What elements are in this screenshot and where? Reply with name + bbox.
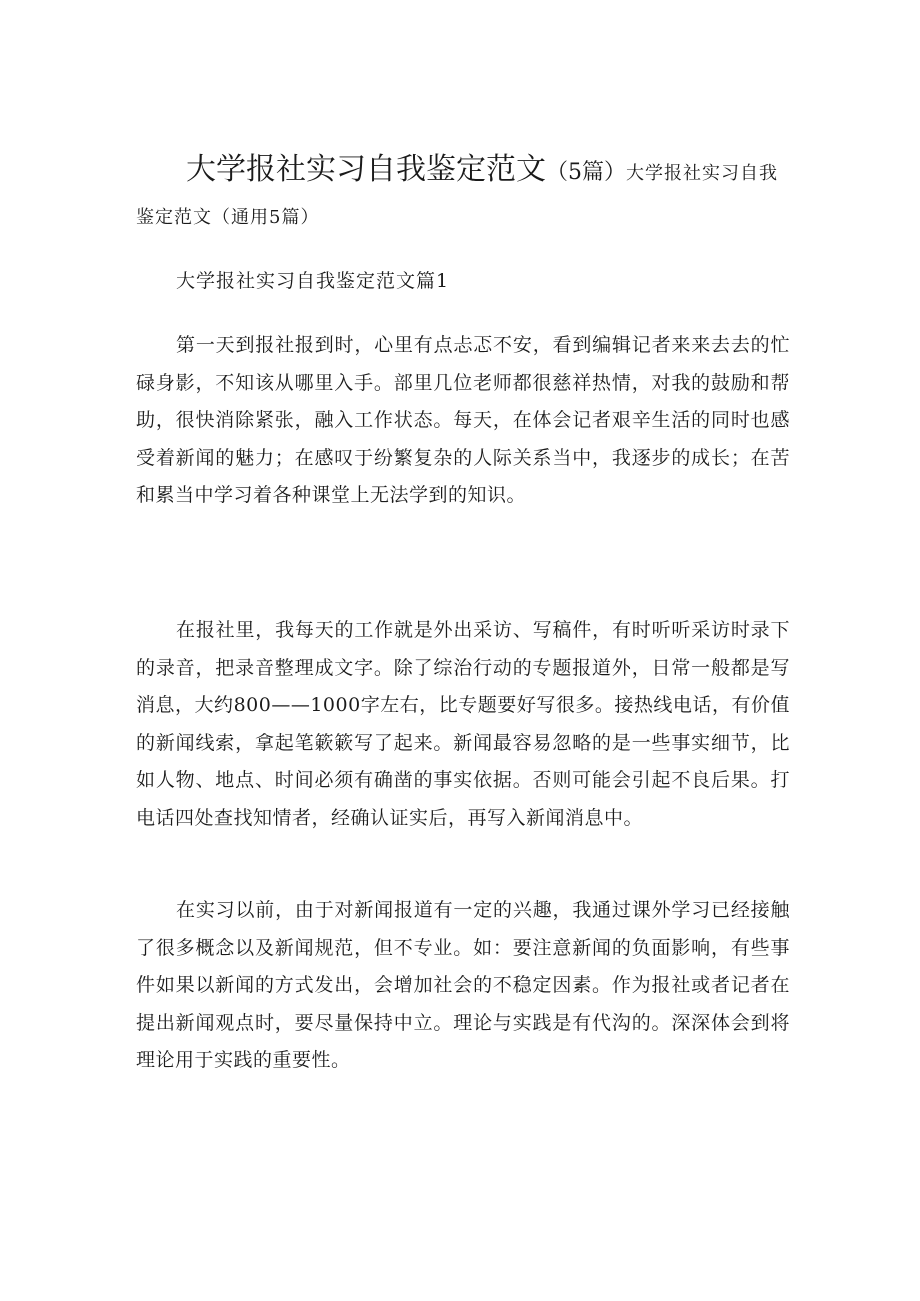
section-heading: 大学报社实习自我鉴定范文篇1 [176, 270, 450, 292]
title-paren: （5篇） [546, 160, 626, 185]
paragraph-1: 第一天到报社报到时，心里有点忐忑不安，看到编辑记者来来去去的忙碌身影，不知该从哪里入手。部里几位老师都很慈祥热情，对我的鼓励和帮助，很快消除紧张，融入工作状态。每天，在体会记者艰辛生活的同时也感受着新闻的魅力；在感叹于纷繁复杂的人际关系当中，我逐步的成长；在苦和累当中学习着各种课堂上无法学到的知识。 [136, 334, 790, 507]
paragraph-3: 在实习以前，由于对新闻报道有一定的兴趣，我通过课外学习已经接触了很多概念以及新闻规范，但不专业。如：要注意新闻的负面影响，有些事件如果以新闻的方式发出，会增加社会的不稳定因素。作为报社或者记者在提出新闻观点时，要尽量保持中立。理论与实践是有代沟的。深深体会到将理论用于实践的重要性。 [136, 899, 790, 1072]
title-rest: 大学报社实习自我鉴定范文（通用5篇） [136, 163, 778, 228]
paragraph-2: 在报社里，我每天的工作就是外出采访、写稿件，有时听听采访时录下的录音，把录音整理成文字。除了综治行动的专题报道外，日常一般都是写消息，大约800——1000字左右，比专题要好写很多。接热线电话，有价值的新闻线索，拿起笔簌簌写了起来。新闻最容易忽略的是一些事实细节，比如人物、地点、时间必须有确凿的事实依据。否则可能会引起不良后果。打电话四处查找知情者，经确认证实后，再写入新闻消息中。 [136, 619, 790, 829]
document-title [136, 148, 796, 240]
title-main: 大学报社实习自我鉴定范文 [186, 152, 546, 187]
